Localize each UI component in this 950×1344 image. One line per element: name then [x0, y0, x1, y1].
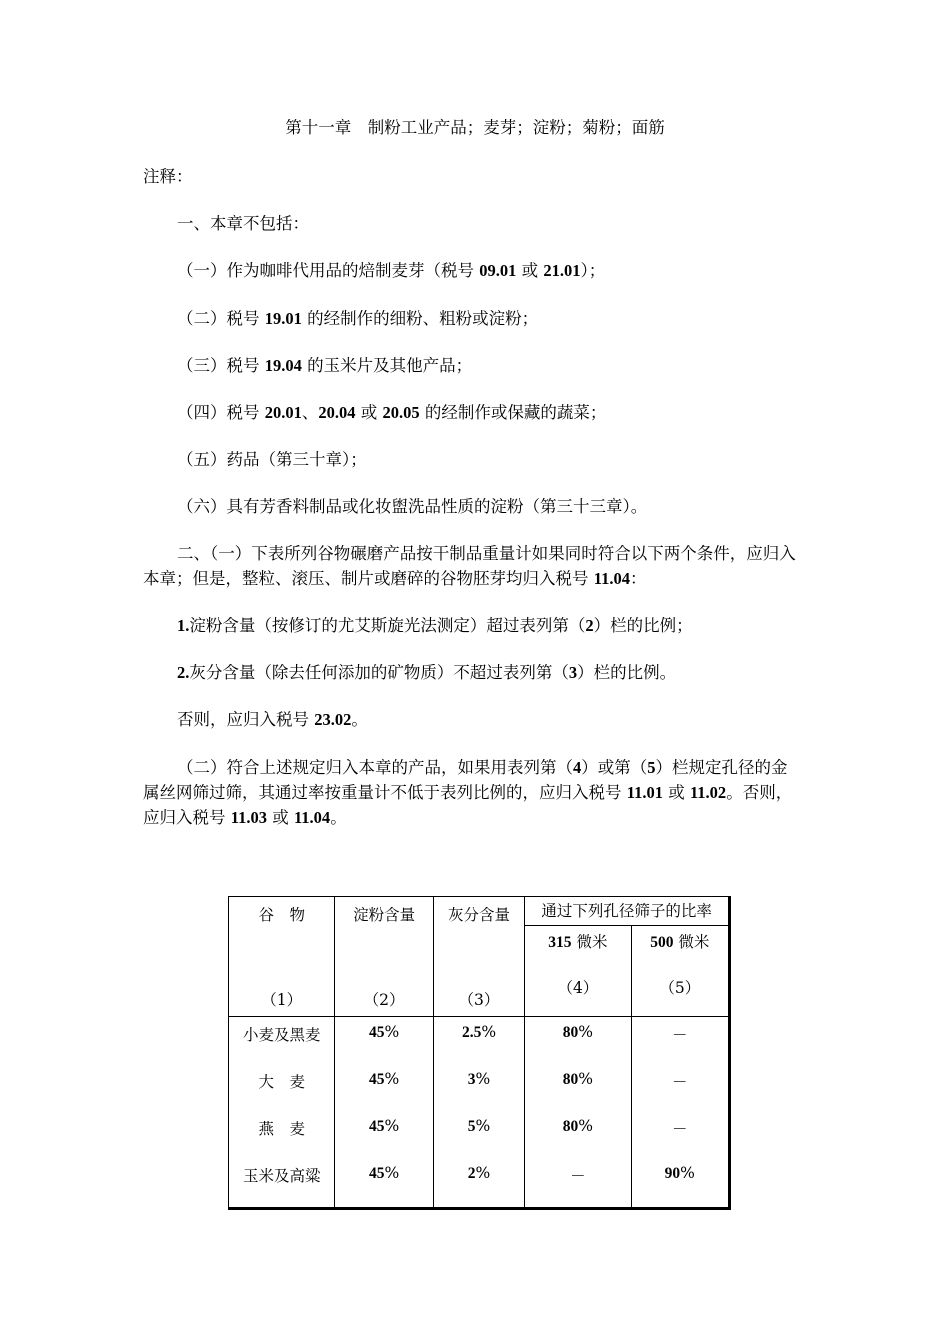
- note2-condition-1: 1.淀粉含量（按修订的尤艾斯旋光法测定）超过表列第（2）栏的比例；: [177, 616, 693, 635]
- table-cell: －: [672, 1073, 688, 1091]
- table-cell: 80%: [562, 1070, 593, 1088]
- table-header-row: [229, 897, 730, 926]
- table-cell: －: [672, 1026, 688, 1044]
- grain-table: [228, 896, 731, 1210]
- note2-para2-line3: 应归入税号 11.03 或 11.04。: [143, 808, 347, 827]
- table-cell: 5%: [467, 1117, 491, 1135]
- col-500: [631, 1017, 729, 1209]
- table-cell: 2%: [467, 1164, 491, 1182]
- note1-item-1: （一）作为咖啡代用品的焙制麦芽（税号 09.01 或 21.01）；: [177, 261, 606, 280]
- table-cell: 80%: [562, 1023, 593, 1041]
- table-cell: 45%: [369, 1117, 400, 1135]
- table-cell: －: [672, 1120, 688, 1138]
- table-cell: 3%: [467, 1070, 491, 1088]
- table-cell: 2.5%: [461, 1023, 497, 1041]
- table-cell: 大 麦: [258, 1073, 305, 1091]
- header-starch: 淀粉含量 （2）: [335, 897, 433, 1017]
- table-body-row: [229, 1017, 730, 1209]
- table-cell: 45%: [369, 1164, 400, 1182]
- note1-item-2: （二）税号 19.01 的经制作的细粉、粗粉或淀粉；: [177, 309, 539, 328]
- table-cell: 燕 麦: [258, 1120, 305, 1138]
- chapter-title: 第十一章 制粉工业产品；麦芽；淀粉；菊粉；面筋: [285, 118, 665, 137]
- table-cell: 玉米及高粱: [242, 1167, 321, 1185]
- notes-label: 注释：: [143, 167, 193, 186]
- table-cell: 小麦及黑麦: [242, 1026, 321, 1044]
- header-ash: 灰分含量 （3）: [433, 897, 524, 1017]
- note1-item-3: （三）税号 19.04 的玉米片及其他产品；: [177, 356, 473, 375]
- col-ash: [433, 1017, 524, 1209]
- note2-para1-line2: 本章；但是，整粒、滚压、制片或磨碎的谷物胚芽均归入税号 11.04：: [143, 569, 647, 588]
- note1-heading: 一、本章不包括：: [177, 214, 309, 233]
- note1-item-5: （五）药品（第三十章）；: [177, 450, 367, 469]
- table-cell: －: [570, 1167, 586, 1185]
- table-cell: 45%: [369, 1023, 400, 1041]
- note2-para1-line1: 二、（一）下表所列谷物碾磨产品按干制品重量计如果同时符合以下两个条件，应归入: [177, 544, 796, 563]
- table-cell: 45%: [369, 1070, 400, 1088]
- col-315: [525, 1017, 631, 1209]
- note2-para2-line1: （二）符合上述规定归入本章的产品，如果用表列第（4）或第（5）栏规定孔径的金: [177, 758, 788, 777]
- note2-otherwise: 否则，应归入税号 23.02。: [177, 710, 368, 729]
- col-grain: [229, 1017, 335, 1209]
- header-sieve: 通过下列孔径筛子的比率: [525, 897, 730, 926]
- header-500: 500 微米 （5）: [631, 926, 729, 1017]
- table-cell: 80%: [562, 1117, 593, 1135]
- note1-item-6: （六）具有芳香料制品或化妆盥洗品性质的淀粉（第三十三章）。: [177, 497, 648, 516]
- header-grain: 谷 物 （1）: [229, 897, 335, 1017]
- col-starch: [335, 1017, 433, 1209]
- note1-item-4: （四）税号 20.01、20.04 或 20.05 的经制作或保藏的蔬菜；: [177, 403, 607, 422]
- table-cell: 90%: [664, 1164, 695, 1182]
- header-315: 315 微米 （4）: [525, 926, 631, 1017]
- note2-para2-line2: 属丝网筛过筛，其通过率按重量计不低于表列比例的，应归入税号 11.01 或 11.02。否则，: [143, 783, 793, 802]
- note2-condition-2: 2.灰分含量（除去任何添加的矿物质）不超过表列第（3）栏的比例。: [177, 663, 677, 682]
